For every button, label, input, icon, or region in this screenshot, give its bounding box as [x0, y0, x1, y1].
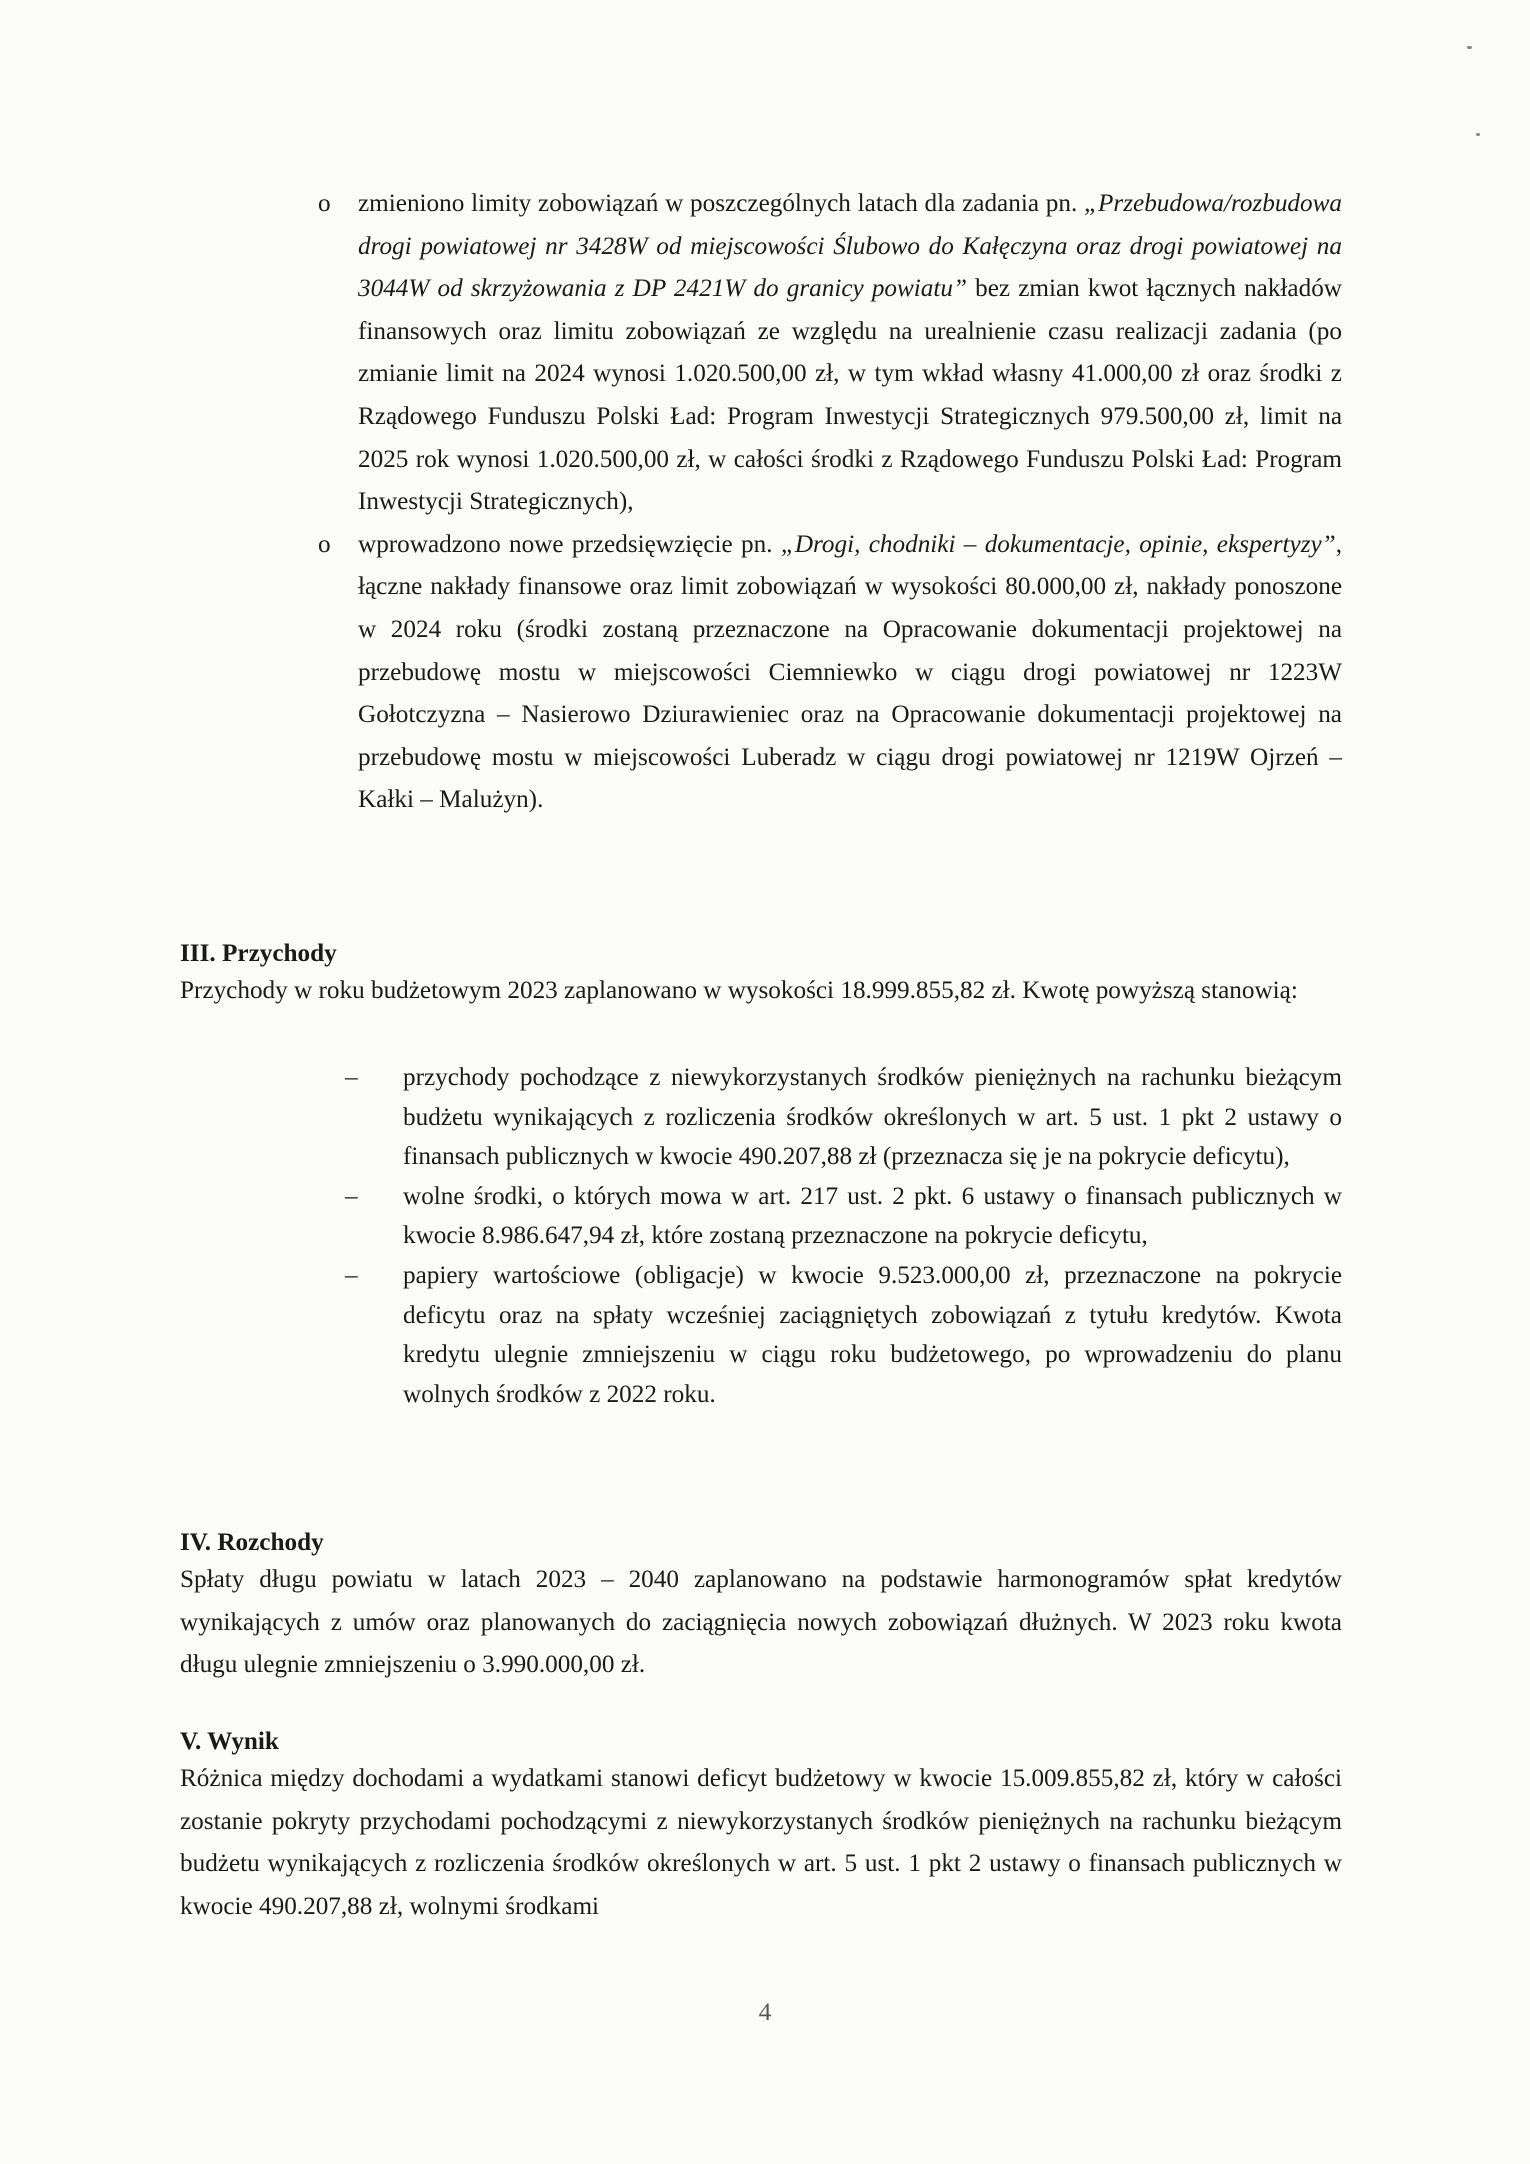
- result-paragraph: Różnica między dochodami a wydatkami stanowi deficyt budżetowy w kwocie 15.009.855,82 zł, który w całości zostanie pokryty przychodami pochodzącymi z niewykorzystanych środków pieniężnych na rachunku bieżącym budżetu wynikających z rozliczenia środków określonych w art. 5 ust. 1 pkt 2 ustawy o finansach publicznych w kwocie 490.207,88 zł, wolnymi środkami: [180, 1765, 1342, 1920]
- item-text: wolne środki, o których mowa w art. 217 ust. 2 pkt. 6 ustawy o finansach publicznych w kwocie 8.986.647,94 zł, które zostaną przeznaczone na pokrycie deficytu,: [403, 1182, 1342, 1250]
- dash-bullet: –: [345, 1182, 358, 1210]
- project-name: „Drogi, chodniki – dokumentacje, opinie, ekspertyzy”: [780, 530, 1336, 558]
- dash-bullet: –: [345, 1261, 358, 1289]
- item-text: wprowadzono nowe przedsięwzięcie pn.: [358, 530, 781, 558]
- item-text: zmieniono limity zobowiązań w poszczególnych latach dla zadania pn.: [358, 190, 1085, 217]
- item-text: przychody pochodzące z niewykorzystanych środków pieniężnych na rachunku bieżącym budżetu wynikających z rozliczenia środków określonych w art. 5 ust. 1 pkt 2 ustawy o finansach publicznych w kwocie 490.207,88 zł (przeznacza się je na pokrycie deficytu),: [403, 1064, 1342, 1171]
- item-text: bez zmian kwot łącznych nakładów finansowych oraz limitu zobowiązań ze względu na urealnienie czasu realizacji zadania (po zmianie limit na 2024 wynosi 1.020.500,00 zł, w tym wkład własny 41.000,00 zł oraz środki z Rządowego Funduszu Polski Ład: Program Inwestycji Strategicznych 979.500,00 zł, limit na 2025 rok wynosi 1.020.500,00 zł, w całości środki z Rządowego Funduszu Polski Ład: Program Inwestycji Strategicznych),: [358, 275, 1342, 516]
- section-heading-rozchody: IV. Rozchody: [180, 1529, 324, 1556]
- scan-speck: [1467, 46, 1472, 49]
- list-item: [318, 524, 1342, 822]
- list-item: [318, 183, 1342, 524]
- section-heading-wynik: V. Wynik: [180, 1728, 279, 1755]
- section-heading-przychody: III. Przychody: [180, 940, 337, 967]
- list-item: [345, 1177, 1342, 1256]
- item-text: papiery wartościowe (obligacje) w kwocie 9.523.000,00 zł, przeznaczone na pokrycie deficytu oraz na spłaty wcześniej zaciągniętych zobowiązań z tytułu kredytów. Kwota kredytu ulegnie zmniejszeniu w ciągu roku budżetowego, po wprowadzeniu do planu wolnych środków z 2022 roku.: [403, 1261, 1342, 1408]
- list-item: [345, 1256, 1342, 1414]
- dash-bullet: –: [345, 1064, 358, 1091]
- circle-bullet: o: [318, 530, 331, 558]
- scan-speck: [1476, 133, 1480, 136]
- page-number: 4: [758, 1999, 772, 2026]
- revenue-intro: Przychody w roku budżetowym 2023 zaplanowano w wysokości 18.999.855,82 zł. Kwotę powyższą stanowią:: [180, 977, 1298, 1004]
- revenue-sources-list: [345, 1058, 1342, 1414]
- expenditure-paragraph: Spłaty długu powiatu w latach 2023 – 2040 zaplanowano na podstawie harmonogramów spłat kredytów wynikających z umów oraz planowanych do zaciągnięcia nowych zobowiązań dłużnych. W 2023 roku kwota długu ulegnie zmniejszeniu o 3.990.000,00 zł.: [180, 1566, 1342, 1679]
- circle-bullet: o: [318, 190, 331, 217]
- expenditure-changes-list: [318, 183, 1342, 822]
- project-name: „Przebudowa/rozbudowa drogi powiatowej nr 3428W od miejscowości Ślubowo do Kałęczyna oraz drogi powiatowej na 3044W od skrzyżowania z DP 2421W do granicy powiatu”: [358, 190, 1342, 303]
- list-item: [345, 1058, 1342, 1177]
- item-text: , łączne nakłady finansowe oraz limit zobowiązań w wysokości 80.000,00 zł, nakłady ponoszone w 2024 roku (środki zostaną przeznaczone na Opracowanie dokumentacji projektowej na przebudowę mostu w miejscowości Ciemniewko w ciągu drogi powiatowej nr 1223W Gołotczyzna – Nasierowo Dziurawieniec oraz na Opracowanie dokumentacji projektowej na przebudowę mostu w miejscowości Luberadz w ciągu drogi powiatowej nr 1219W Ojrzeń – Kałki – Malużyn).: [358, 530, 1342, 814]
